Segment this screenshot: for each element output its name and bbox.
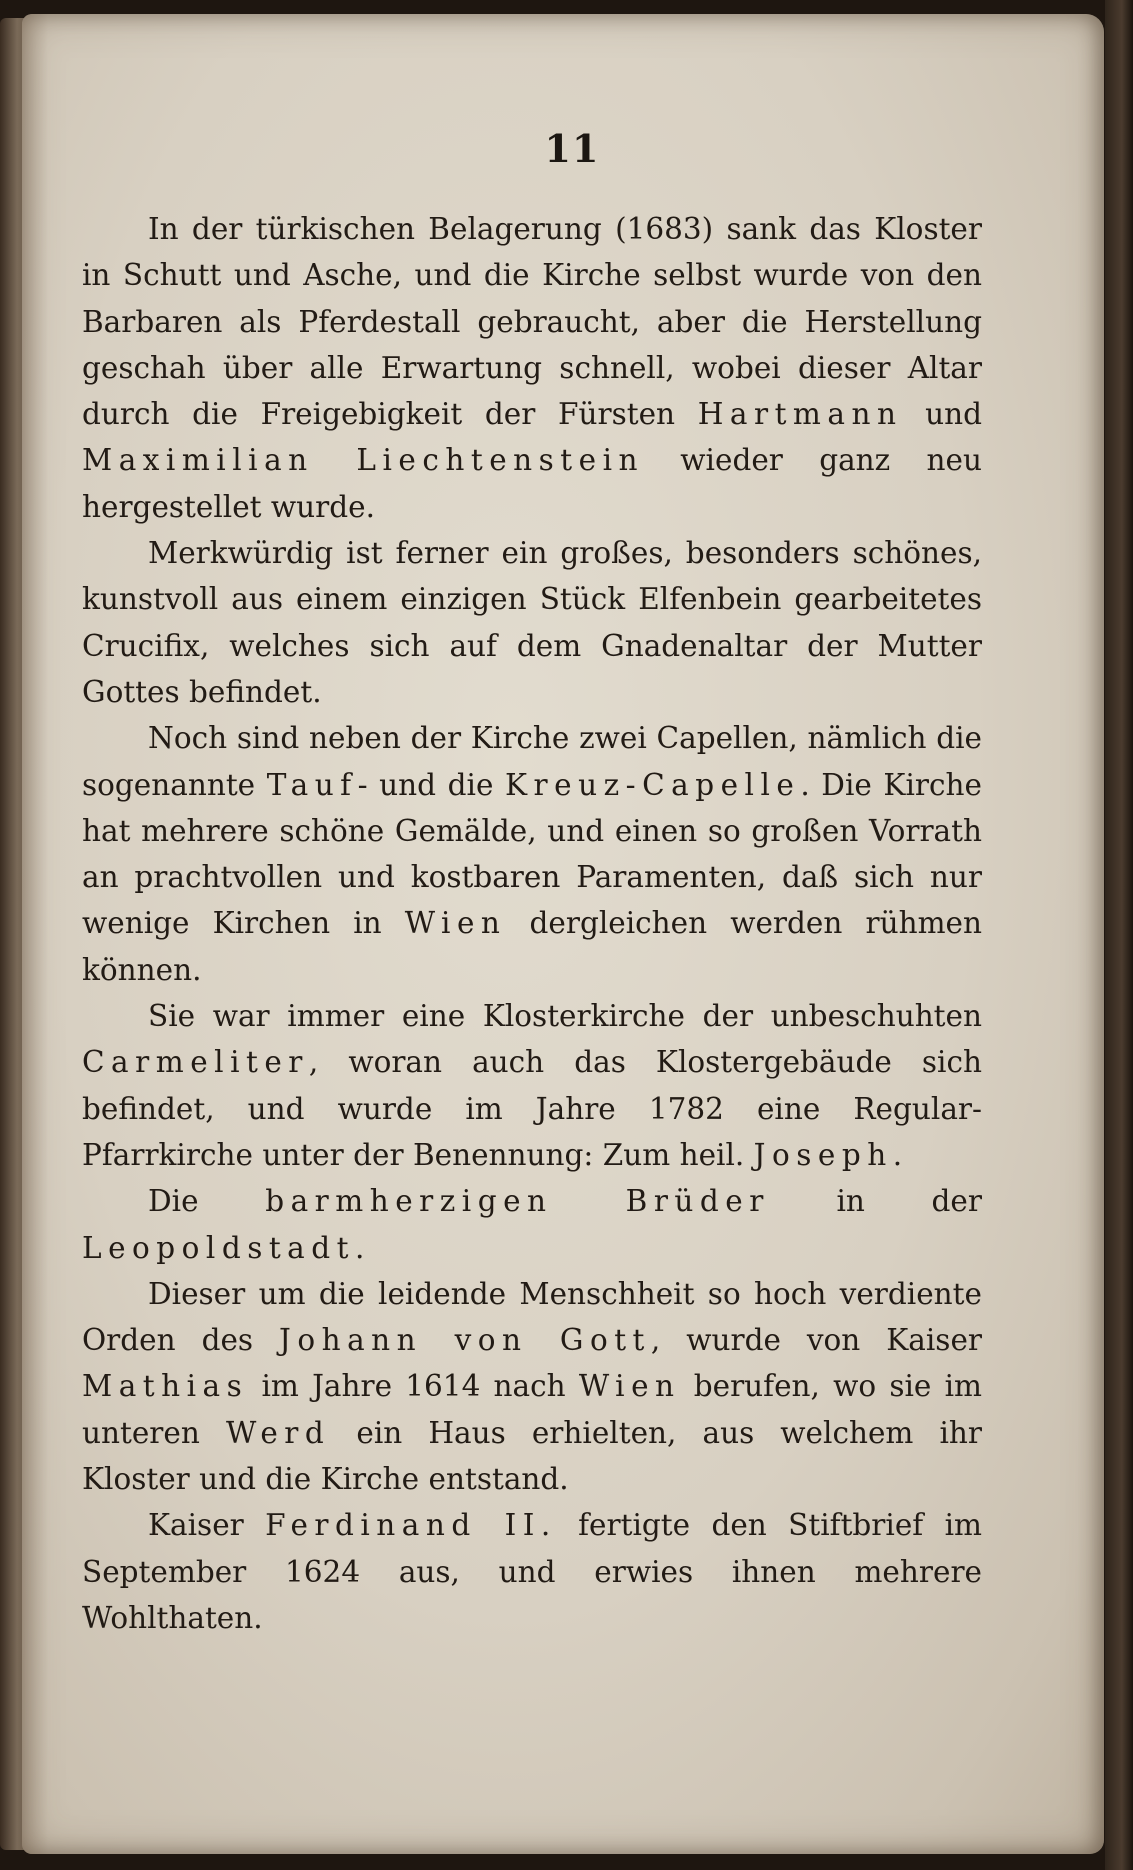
text-run: , wurde von Kaiser (650, 1323, 983, 1358)
paragraph (82, 206, 982, 530)
page-number: 11 (544, 126, 600, 171)
spaced-name: Wien (578, 1369, 681, 1404)
body-text (82, 206, 982, 1641)
spaced-name: Maximilian Liechtenstein (82, 443, 644, 478)
text-run: Kaiser (148, 1508, 266, 1543)
spaced-name: Hartmann (697, 397, 903, 432)
text-run: Dieser um die leidende Menschheit so hoch verdiente Orden des (82, 1276, 982, 1358)
text-run: berufen, wo sie im unteren (82, 1369, 982, 1450)
text-run: Sie war immer eine Klosterkirche der unbeschuhten (148, 999, 982, 1034)
spaced-name: Mathias (82, 1369, 249, 1404)
text-run: fertigte den Stiftbrief im September 1624 aus, und erwies ihnen mehrere Wohlthaten. (82, 1508, 982, 1635)
text-run: . (892, 1137, 903, 1172)
text-run: dergleichen werden rühmen können. (82, 906, 982, 987)
spaced-name: Johann von Gott (279, 1323, 651, 1358)
text-run: Merkwürdig ist ferner ein großes, besonders schönes, kunstvoll aus einem einzigen Stück Elfenbein gearbeitetes Crucifix, welches sich auf dem Gnadenaltar der Mutter Gottes befindet. (82, 536, 982, 709)
spaced-name: Wien (404, 906, 507, 941)
paragraph (82, 1271, 982, 1502)
text-run: und (902, 397, 982, 432)
paragraph (82, 993, 982, 1178)
spaced-name: Joseph (753, 1137, 893, 1172)
text-run: Noch sind neben der Kirche zwei Capellen, nämlich die sogenannte (82, 721, 982, 802)
spaced-name: barmherzigen Brüder (265, 1184, 770, 1219)
spaced-name: Tauf (266, 767, 358, 802)
paragraph (82, 1502, 982, 1641)
text-run: wieder ganz neu hergestellet wurde. (82, 443, 982, 524)
text-run: , woran auch das Klostergebäude sich befindet, und wurde im Jahre 1782 eine Regular-Pfarrkirche unter der Benennung: Zum heil. (82, 1045, 982, 1172)
spaced-name: Ferdinand II. (265, 1508, 557, 1543)
text-run: . Die Kirche hat mehrere schöne Gemälde, und einen so großen Vorrath an prachtvollen und kostbaren Paramenten, daß sich nur wenige Kirchen in (82, 767, 982, 941)
book-page (22, 14, 1104, 1854)
spaced-name: Werd (225, 1415, 331, 1450)
text-run: im Jahre 1614 nach (248, 1369, 579, 1404)
spaced-name: Carmeliter (82, 1045, 309, 1080)
paragraph (82, 1178, 982, 1271)
text-run: ein Haus erhielten, aus welchem ihr Kloster und die Kirche entstand. (82, 1415, 983, 1497)
paragraph (82, 530, 982, 715)
text-run: In der türkischen Belagerung (1683) sank das Kloster in Schutt und Asche, und die Kirche selbst wurde von den Barbaren als Pferdestall gebraucht, aber die Herstellung geschah über alle Erwartung schnell, wobei dieser Altar durch die Freigebigkeit der Fürsten (82, 212, 982, 432)
text-run: . (354, 1230, 365, 1265)
text-run: in der (769, 1184, 982, 1219)
spaced-name: Leopoldstadt (82, 1230, 355, 1265)
book-cover-edge (1105, 0, 1133, 1870)
text-run: Die (148, 1184, 266, 1219)
paragraph (82, 715, 982, 993)
text-run: - und die (357, 767, 506, 802)
spaced-name: Kreuz-Capelle (505, 767, 801, 802)
